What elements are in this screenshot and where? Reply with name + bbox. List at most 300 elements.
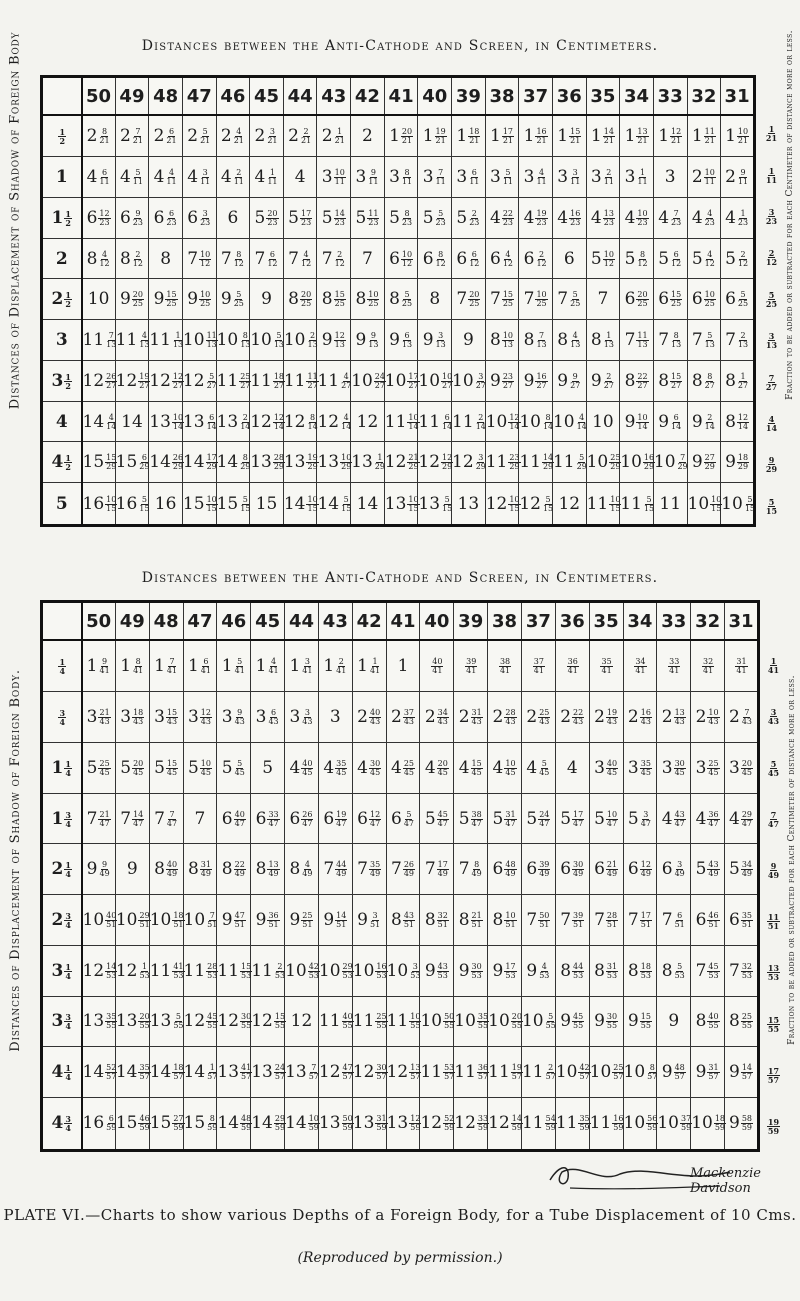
table-1-cell: 10 $\frac{12}{14}$	[485, 401, 519, 442]
table-1-cell: 6	[552, 238, 586, 279]
table-2-cell: 11 $\frac{40}{55}$	[318, 996, 352, 1047]
table-1-cell: 2 $\frac{3}{21}$	[250, 115, 284, 157]
table-2-column-header: 37	[521, 602, 555, 641]
table-2-column-header: 44	[285, 602, 319, 641]
table-2-row-header: 3 $\frac{3}{4}$	[42, 996, 82, 1047]
table-2-cell: 16 $\frac{6}{59}$	[82, 1097, 116, 1150]
table-2-cell: 12 $\frac{47}{57}$	[318, 1047, 352, 1098]
table-1-cell: 8	[418, 279, 452, 320]
table-2-cell: 1 $\frac{9}{41}$	[82, 640, 116, 692]
table-1-cell: 11 $\frac{5}{15}$	[620, 483, 654, 526]
table-2-cell: 2 $\frac{22}{43}$	[555, 692, 589, 743]
table-1-cell: 10 $\frac{5}{15}$	[721, 483, 755, 526]
table-2-cell: 14 $\frac{52}{57}$	[82, 1047, 116, 1098]
table-2-cell: 4 $\frac{15}{45}$	[454, 743, 488, 794]
table-1-cell: 12 $\frac{26}{27}$	[82, 360, 116, 401]
table-2-cell: 7 $\frac{21}{47}$	[82, 793, 116, 844]
table-1-cell: 6 $\frac{20}{25}$	[620, 279, 654, 320]
table-2-column-header: 32	[691, 602, 725, 641]
table-1-cell: 10	[82, 279, 116, 320]
table-2-cell: 9	[657, 996, 691, 1047]
table-1-cell: 9 $\frac{18}{29}$	[721, 442, 755, 483]
table-2-cell: 10 $\frac{35}{55}$	[454, 996, 488, 1047]
table-1-cell: 2 $\frac{2}{21}$	[283, 115, 317, 157]
table-2-row	[42, 743, 759, 794]
table-1-cell: 14 $\frac{5}{15}$	[317, 483, 351, 526]
table-2-corner-cell	[42, 602, 82, 641]
table-1-row-header: 3	[42, 320, 82, 361]
table-2-fraction: 13 53	[767, 963, 780, 983]
table-2-cell: 5 $\frac{3}{47}$	[623, 793, 657, 844]
table-2-cell: 6 $\frac{26}{47}$	[285, 793, 319, 844]
table-1-cell: 12 $\frac{4}{14}$	[317, 401, 351, 442]
table-1-cell: 2 $\frac{1}{21}$	[317, 115, 351, 157]
table-1-row-header: 2 $\frac{1}{2}$	[42, 279, 82, 320]
table-2-fraction: 15 55	[767, 1014, 780, 1034]
table-2-cell: 2 $\frac{16}{43}$	[623, 692, 657, 743]
table-2-fraction: 5 45	[767, 758, 780, 778]
table-2-cell: 10 $\frac{37}{59}$	[657, 1097, 691, 1150]
table-2-cell: 3 $\frac{30}{45}$	[657, 743, 691, 794]
table-2-cell: 13 $\frac{35}{55}$	[82, 996, 116, 1047]
table-1-fraction: 5 15	[765, 496, 778, 516]
table-2-cell: 3 $\frac{18}{43}$	[115, 692, 149, 743]
table-2-column-header: 43	[318, 602, 352, 641]
table-1-cell: 4 $\frac{4}{11}$	[149, 157, 183, 198]
table-1-cell: 11 $\frac{7}{13}$	[82, 320, 116, 361]
table-1-row	[42, 115, 755, 157]
table-2-cell: 6 $\frac{30}{49}$	[555, 844, 589, 895]
table-2-cell: 8 $\frac{22}{49}$	[217, 844, 251, 895]
table-2-cell: 7 $\frac{14}{47}$	[115, 793, 149, 844]
table-1-cell: 4 $\frac{19}{23}$	[519, 197, 553, 238]
table-2-cell: 9 $\frac{30}{55}$	[589, 996, 623, 1047]
table-2-cell: 3 $\frac{12}{43}$	[183, 692, 217, 743]
table-1-cell: 13 $\frac{28}{29}$	[250, 442, 284, 483]
table-1-cell: 11 $\frac{5}{29}$	[552, 442, 586, 483]
table-1-row-header: $\frac{1}{2}$	[42, 115, 82, 157]
table-1-cell: 10	[586, 401, 620, 442]
table-2-row-header: 2 $\frac{3}{4}$	[42, 895, 82, 946]
table-1-cell: 1 $\frac{15}{21}$	[552, 115, 586, 157]
table-1-cell: 5 $\frac{20}{23}$	[250, 197, 284, 238]
table-2-cell: 1 $\frac{6}{41}$	[183, 640, 217, 692]
table-2-cell: 2 $\frac{34}{43}$	[420, 692, 454, 743]
table-2-cell: 4 $\frac{40}{45}$	[285, 743, 319, 794]
table-2-cell: 9 $\frac{9}{49}$	[82, 844, 116, 895]
table-1-cell: 9 $\frac{15}{25}$	[149, 279, 183, 320]
table-1-cell: 4 $\frac{5}{11}$	[115, 157, 149, 198]
table-1-cell: 8 $\frac{4}{13}$	[552, 320, 586, 361]
table-2-cell: 10 $\frac{16}{53}$	[352, 945, 386, 996]
table-1-cell: 2	[351, 115, 385, 157]
table-1-cell: 14 $\frac{10}{15}$	[283, 483, 317, 526]
table-2-cell: 8 $\frac{4}{49}$	[285, 844, 319, 895]
table-2-cell: 9 $\frac{14}{57}$	[725, 1047, 759, 1098]
table-1-cell: 11 $\frac{10}{15}$	[586, 483, 620, 526]
table-1-cell: 7 $\frac{5}{25}$	[552, 279, 586, 320]
table-1-fraction: 2 12	[765, 248, 778, 268]
table-2-cell: 4 $\frac{5}{45}$	[521, 743, 555, 794]
table-1-cell: 13 $\frac{2}{14}$	[216, 401, 250, 442]
table-1-cell: 8 $\frac{8}{27}$	[687, 360, 721, 401]
table-2-cell: 8 $\frac{31}{49}$	[183, 844, 217, 895]
table-1-cell: 3 $\frac{7}{11}$	[418, 157, 452, 198]
table-2-column-header: 46	[217, 602, 251, 641]
table-1-cell: 7 $\frac{8}{13}$	[653, 320, 687, 361]
table-2-cell: 9 $\frac{4}{53}$	[521, 945, 555, 996]
table-2-cell: 4 $\frac{30}{45}$	[352, 743, 386, 794]
table-2-cell: 2 $\frac{19}{43}$	[589, 692, 623, 743]
table-1-cell: 1 $\frac{14}{21}$	[586, 115, 620, 157]
table-1-fraction: 7 27	[765, 372, 778, 392]
table-2-cell: 1 $\frac{4}{41}$	[251, 640, 285, 692]
table-1-cell: 10 $\frac{10}{15}$	[687, 483, 721, 526]
table-2-cell: 8 $\frac{40}{55}$	[691, 996, 725, 1047]
table-1-cell: 13	[452, 483, 486, 526]
table-2-cell: 12 $\frac{1}{53}$	[115, 945, 149, 996]
table-1-row	[42, 442, 755, 483]
table-1-cell: 13 $\frac{10}{29}$	[317, 442, 351, 483]
table-1-column-header: 47	[182, 77, 216, 116]
table-2-cell: 12 $\frac{30}{55}$	[217, 996, 251, 1047]
table-2-cell: 13 $\frac{41}{57}$	[217, 1047, 251, 1098]
reproduction-credit: (Reproduced by permission.)	[297, 1250, 503, 1266]
table-2-column-header: 42	[352, 602, 386, 641]
table-1-cell: 7 $\frac{2}{13}$	[721, 320, 755, 361]
table-1-column-header: 34	[620, 77, 654, 116]
table-1-cell: 14 $\frac{8}{29}$	[216, 442, 250, 483]
table-1-cell: 3 $\frac{9}{11}$	[351, 157, 385, 198]
table-2-cell: 4 $\frac{29}{47}$	[725, 793, 759, 844]
table-2-cell: 12 $\frac{30}{57}$	[352, 1047, 386, 1098]
table-1-column-header: 37	[519, 77, 553, 116]
table-2-cell: 9	[115, 844, 149, 895]
table-2-cell: 6 $\frac{19}{47}$	[318, 793, 352, 844]
table-2-fraction: 1 41	[767, 656, 780, 676]
table-1-cell: 14	[351, 483, 385, 526]
table-1-column-header: 32	[687, 77, 721, 116]
table-2-fraction: 19 59	[767, 1116, 780, 1136]
table-2-cell: 9 $\frac{47}{51}$	[217, 895, 251, 946]
table-1-cell: 11 $\frac{25}{27}$	[216, 360, 250, 401]
table-2-cell: 4 $\frac{10}{45}$	[488, 743, 522, 794]
table-2-cell: 3 $\frac{6}{43}$	[251, 692, 285, 743]
table-2-cell: 6 $\frac{5}{47}$	[386, 793, 420, 844]
table-1-cell: 13 $\frac{5}{15}$	[418, 483, 452, 526]
table-2-cell: 8 $\frac{43}{51}$	[386, 895, 420, 946]
table-1-cell: 15 $\frac{10}{15}$	[182, 483, 216, 526]
table-1-column-header: 41	[384, 77, 418, 116]
table-1-fraction: 4 14	[765, 414, 778, 434]
table-2-row-header: $\frac{1}{4}$	[42, 640, 82, 692]
table-1-cell: 10 $\frac{8}{14}$	[519, 401, 553, 442]
table-2-cell: $\frac{31}{41}$	[725, 640, 759, 692]
table-1-cell: 4 $\frac{3}{11}$	[182, 157, 216, 198]
table-2-cell: 9 $\frac{30}{53}$	[454, 945, 488, 996]
table-2-cell: 5 $\frac{5}{45}$	[217, 743, 251, 794]
table-2-cell: 5 $\frac{20}{45}$	[115, 743, 149, 794]
table-1-cell: 1 $\frac{10}{21}$	[721, 115, 755, 157]
table-1-cell: 6 $\frac{10}{25}$	[687, 279, 721, 320]
table-2-cell: 4 $\frac{36}{47}$	[691, 793, 725, 844]
table-1-cell: 7 $\frac{4}{12}$	[283, 238, 317, 279]
table-2-cell: 11 $\frac{19}{57}$	[488, 1047, 522, 1098]
table-2-cell: 7	[183, 793, 217, 844]
table-2-cell: 6 $\frac{21}{49}$	[589, 844, 623, 895]
table-1-column-header: 46	[216, 77, 250, 116]
table-1-row	[42, 197, 755, 238]
table-2-cell: 7 $\frac{50}{51}$	[521, 895, 555, 946]
table-1-cell: 14 $\frac{17}{29}$	[182, 442, 216, 483]
table-2-cell: 15 $\frac{8}{59}$	[183, 1097, 217, 1150]
table-2-column-header: 41	[386, 602, 420, 641]
table-1-row	[42, 483, 755, 526]
table-2-cell: 14 $\frac{10}{59}$	[285, 1097, 319, 1150]
table-1-cell: 9	[452, 320, 486, 361]
table-1-cell: 11 $\frac{1}{13}$	[149, 320, 183, 361]
table-1-cell: 11 $\frac{2}{14}$	[452, 401, 486, 442]
table-2-cell: 5 $\frac{25}{45}$	[82, 743, 116, 794]
table-1-column-header: 36	[552, 77, 586, 116]
table-2-cell: 10 $\frac{7}{51}$	[183, 895, 217, 946]
table-2-cell: 12 $\frac{45}{55}$	[183, 996, 217, 1047]
table-2-cell: 14 $\frac{18}{57}$	[149, 1047, 183, 1098]
table-2-cell: 7 $\frac{17}{49}$	[420, 844, 454, 895]
table-2-row	[42, 996, 759, 1047]
table-1-cell: 6 $\frac{10}{12}$	[384, 238, 418, 279]
table-1-cell: 8 $\frac{22}{27}$	[620, 360, 654, 401]
table-2-cell: 11 $\frac{25}{55}$	[352, 996, 386, 1047]
table-1-cell: 6 $\frac{8}{12}$	[418, 238, 452, 279]
table-2-cell: 8 $\frac{31}{53}$	[589, 945, 623, 996]
table-2-cell: 5 $\frac{10}{47}$	[589, 793, 623, 844]
table-1-cell: 2 $\frac{7}{21}$	[115, 115, 149, 157]
table-1-cell: 15 $\frac{6}{29}$	[115, 442, 149, 483]
table-2-cell: 9 $\frac{15}{55}$	[623, 996, 657, 1047]
table-1-cell: 11 $\frac{23}{29}$	[485, 442, 519, 483]
table-1-cell: 11 $\frac{14}{29}$	[519, 442, 553, 483]
table-2-row-header: $\frac{3}{4}$	[42, 692, 82, 743]
table-1-cell: 7	[351, 238, 385, 279]
table-2-cell: 8 $\frac{32}{51}$	[420, 895, 454, 946]
table-2-cell: 5 $\frac{15}{45}$	[149, 743, 183, 794]
table-1-cell: 8 $\frac{1}{13}$	[586, 320, 620, 361]
table-2-cell: 3 $\frac{25}{45}$	[691, 743, 725, 794]
table-2-cell: 3 $\frac{9}{43}$	[217, 692, 251, 743]
table-2-cell: 6 $\frac{12}{49}$	[623, 844, 657, 895]
table-2-cell: 6 $\frac{35}{51}$	[725, 895, 759, 946]
table-1-cell: 12 $\frac{12}{14}$	[250, 401, 284, 442]
table-1-cell: 12 $\frac{21}{29}$	[384, 442, 418, 483]
table-2-cell: 10 $\frac{20}{55}$	[488, 996, 522, 1047]
table-1-cell: 10 $\frac{25}{29}$	[586, 442, 620, 483]
table-1-cell: 10 $\frac{10}{27}$	[418, 360, 452, 401]
table-2-cell: 11 $\frac{2}{57}$	[521, 1047, 555, 1098]
table-1-cell: 4 $\frac{2}{11}$	[216, 157, 250, 198]
table-2-cell: 14 $\frac{29}{59}$	[251, 1097, 285, 1150]
table-2-cell: 8 $\frac{13}{49}$	[251, 844, 285, 895]
table-1-cell: 10 $\frac{3}{27}$	[452, 360, 486, 401]
table-1-cell: 1 $\frac{16}{21}$	[519, 115, 553, 157]
table-1-cell: 4 $\frac{1}{11}$	[250, 157, 284, 198]
table-1-cell: 5 $\frac{4}{12}$	[687, 238, 721, 279]
table-1-cell: 12 $\frac{3}{29}$	[452, 442, 486, 483]
table-1-cell: 7 $\frac{15}{25}$	[485, 279, 519, 320]
table-1-cell: 10 $\frac{24}{27}$	[351, 360, 385, 401]
table-1-cell: 5 $\frac{11}{23}$	[351, 197, 385, 238]
table-1-cell: 12 $\frac{19}{27}$	[115, 360, 149, 401]
table-2-cell: 11 $\frac{15}{53}$	[217, 945, 251, 996]
table-1-cell: 10 $\frac{4}{14}$	[552, 401, 586, 442]
table-1-cell: 2 $\frac{6}{21}$	[149, 115, 183, 157]
table-2-cell: 10 $\frac{50}{55}$	[420, 996, 454, 1047]
table-2-row	[42, 692, 759, 743]
table-2-row	[42, 793, 759, 844]
table-1-cell: 16 $\frac{5}{15}$	[115, 483, 149, 526]
table-1-cell: 11 $\frac{11}{27}$	[283, 360, 317, 401]
table-1-row-header: 1	[42, 157, 82, 198]
table-1-column-header: 40	[418, 77, 452, 116]
table-1-cell: 6 $\frac{12}{23}$	[82, 197, 116, 238]
depth-table-2	[40, 600, 760, 1152]
table-1-cell: 7 $\frac{10}{25}$	[519, 279, 553, 320]
table-2-cell: 9 $\frac{17}{53}$	[488, 945, 522, 996]
table-1-cell: 6 $\frac{9}{23}$	[115, 197, 149, 238]
table-1-cell: 4 $\frac{1}{23}$	[721, 197, 755, 238]
table-1-cell: 9 $\frac{2}{27}$	[586, 360, 620, 401]
table-2-column-header: 38	[488, 602, 522, 641]
table-1-fraction: 3 23	[765, 207, 778, 227]
table-2-cell: 9 $\frac{45}{55}$	[555, 996, 589, 1047]
table-2-cell: 9 $\frac{48}{57}$	[657, 1047, 691, 1098]
table-2-cell: 13 $\frac{12}{59}$	[386, 1097, 420, 1150]
table-1-cell: 8 $\frac{12}{14}$	[721, 401, 755, 442]
table-2-cell: 9 $\frac{25}{51}$	[285, 895, 319, 946]
table-1-cell: 9 $\frac{9}{27}$	[552, 360, 586, 401]
table-1-cell: 2 $\frac{5}{21}$	[182, 115, 216, 157]
table-1-cell: 12	[552, 483, 586, 526]
table-2-cell: 3	[318, 692, 352, 743]
table-2-fraction: 3 43	[767, 707, 780, 727]
table-2-row	[42, 1047, 759, 1098]
table-1-row	[42, 238, 755, 279]
table-1-cell: 7 $\frac{10}{12}$	[182, 238, 216, 279]
table-1-column-header: 42	[351, 77, 385, 116]
table-2-cell: 10 $\frac{29}{53}$	[318, 945, 352, 996]
table-2-cell: $\frac{33}{41}$	[657, 640, 691, 692]
table-1-fraction-column	[760, 113, 782, 527]
table-1-cell: 4 $\frac{16}{23}$	[552, 197, 586, 238]
table-1-cell: 5 $\frac{8}{23}$	[384, 197, 418, 238]
table-2-cell: 11 $\frac{35}{59}$	[555, 1097, 589, 1150]
table-2-title: Distances between the Anti-Cathode and Screen, in Centimeters.	[141, 570, 659, 586]
table-1-column-header: 50	[82, 77, 116, 116]
table-1-cell: 15	[250, 483, 284, 526]
table-1-cell: 6	[216, 197, 250, 238]
table-1-cell: 13 $\frac{6}{14}$	[182, 401, 216, 442]
table-1-cell: 8 $\frac{20}{25}$	[283, 279, 317, 320]
table-1-cell: 11	[653, 483, 687, 526]
table-2-row-header: 4 $\frac{3}{4}$	[42, 1097, 82, 1150]
table-1-cell: 7 $\frac{2}{12}$	[317, 238, 351, 279]
table-1-cell: 9 $\frac{23}{27}$	[485, 360, 519, 401]
table-2-cell: 5 $\frac{17}{47}$	[555, 793, 589, 844]
table-1-cell: 9 $\frac{12}{13}$	[317, 320, 351, 361]
table-1-cell: 5 $\frac{10}{12}$	[586, 238, 620, 279]
table-1-row-header: 4	[42, 401, 82, 442]
table-1-fraction: 1 11	[765, 165, 778, 185]
table-1-cell: 4 $\frac{10}{23}$	[620, 197, 654, 238]
table-1-row	[42, 320, 755, 361]
table-1-cell: 9 $\frac{27}{29}$	[687, 442, 721, 483]
table-2-cell: 5	[251, 743, 285, 794]
table-1-cell: 12 $\frac{8}{14}$	[283, 401, 317, 442]
table-2-cell: 7 $\frac{45}{53}$	[691, 945, 725, 996]
table-1-cell: 1 $\frac{17}{21}$	[485, 115, 519, 157]
table-1-cell: 8 $\frac{15}{27}$	[653, 360, 687, 401]
table-2-column-header: 40	[420, 602, 454, 641]
table-2-cell: 3 $\frac{35}{45}$	[623, 743, 657, 794]
table-2-column-header: 31	[725, 602, 759, 641]
table-1-cell: 7 $\frac{5}{13}$	[687, 320, 721, 361]
table-1-cell: 13 $\frac{10}{15}$	[384, 483, 418, 526]
table-2-cell: 13 $\frac{24}{57}$	[251, 1047, 285, 1098]
table-2-cell: 10 $\frac{42}{57}$	[555, 1047, 589, 1098]
table-1-row	[42, 157, 755, 198]
table-1-cell: 9 $\frac{9}{13}$	[351, 320, 385, 361]
table-1-row	[42, 360, 755, 401]
table-2-left-label: Distances of Displacement of Shadow of Foreign Body.	[7, 668, 23, 1052]
table-2-cell: 13 $\frac{50}{59}$	[318, 1097, 352, 1150]
table-2-cell: 9 $\frac{43}{53}$	[420, 945, 454, 996]
table-1-cell: 7	[586, 279, 620, 320]
table-2-cell: 10 $\frac{3}{53}$	[386, 945, 420, 996]
table-1-cell: 3 $\frac{8}{11}$	[384, 157, 418, 198]
table-2-cell: 5 $\frac{10}{45}$	[183, 743, 217, 794]
table-2-cell: 1 $\frac{7}{41}$	[149, 640, 183, 692]
table-1-cell: 9 $\frac{2}{14}$	[687, 401, 721, 442]
table-1-cell: 6 $\frac{4}{12}$	[485, 238, 519, 279]
table-2-column-header: 33	[657, 602, 691, 641]
table-2-cell: $\frac{36}{41}$	[555, 640, 589, 692]
table-1-cell: 11 $\frac{4}{27}$	[317, 360, 351, 401]
table-1-cell: 9 $\frac{20}{25}$	[115, 279, 149, 320]
table-2-column-header: 48	[149, 602, 183, 641]
table-2-cell: 10 $\frac{25}{57}$	[589, 1047, 623, 1098]
table-2-cell: 3 $\frac{3}{43}$	[285, 692, 319, 743]
table-2-cell: 15 $\frac{27}{59}$	[149, 1097, 183, 1150]
table-2-row-header: 1 $\frac{3}{4}$	[42, 793, 82, 844]
table-2-cell: 1 $\frac{8}{41}$	[115, 640, 149, 692]
table-1-cell: 3	[653, 157, 687, 198]
table-1-fraction: 3 13	[765, 331, 778, 351]
table-2-cell: 1 $\frac{3}{41}$	[285, 640, 319, 692]
table-1-cell: 12 $\frac{5}{27}$	[182, 360, 216, 401]
table-2-cell: 7 $\frac{17}{51}$	[623, 895, 657, 946]
table-2-cell: 2 $\frac{37}{43}$	[386, 692, 420, 743]
table-2-cell: 12 $\frac{13}{57}$	[386, 1047, 420, 1098]
table-2-cell: 7 $\frac{8}{49}$	[454, 844, 488, 895]
table-1-cell: 5 $\frac{2}{23}$	[452, 197, 486, 238]
table-1-cell: 11 $\frac{18}{27}$	[250, 360, 284, 401]
table-1-cell: 12 $\frac{12}{29}$	[418, 442, 452, 483]
table-1-cell: 3 $\frac{1}{11}$	[620, 157, 654, 198]
table-2-cell: 7 $\frac{7}{47}$	[149, 793, 183, 844]
table-1-column-header: 44	[283, 77, 317, 116]
table-1-cell: 10 $\frac{17}{27}$	[384, 360, 418, 401]
table-2-cell: 2 $\frac{7}{43}$	[725, 692, 759, 743]
